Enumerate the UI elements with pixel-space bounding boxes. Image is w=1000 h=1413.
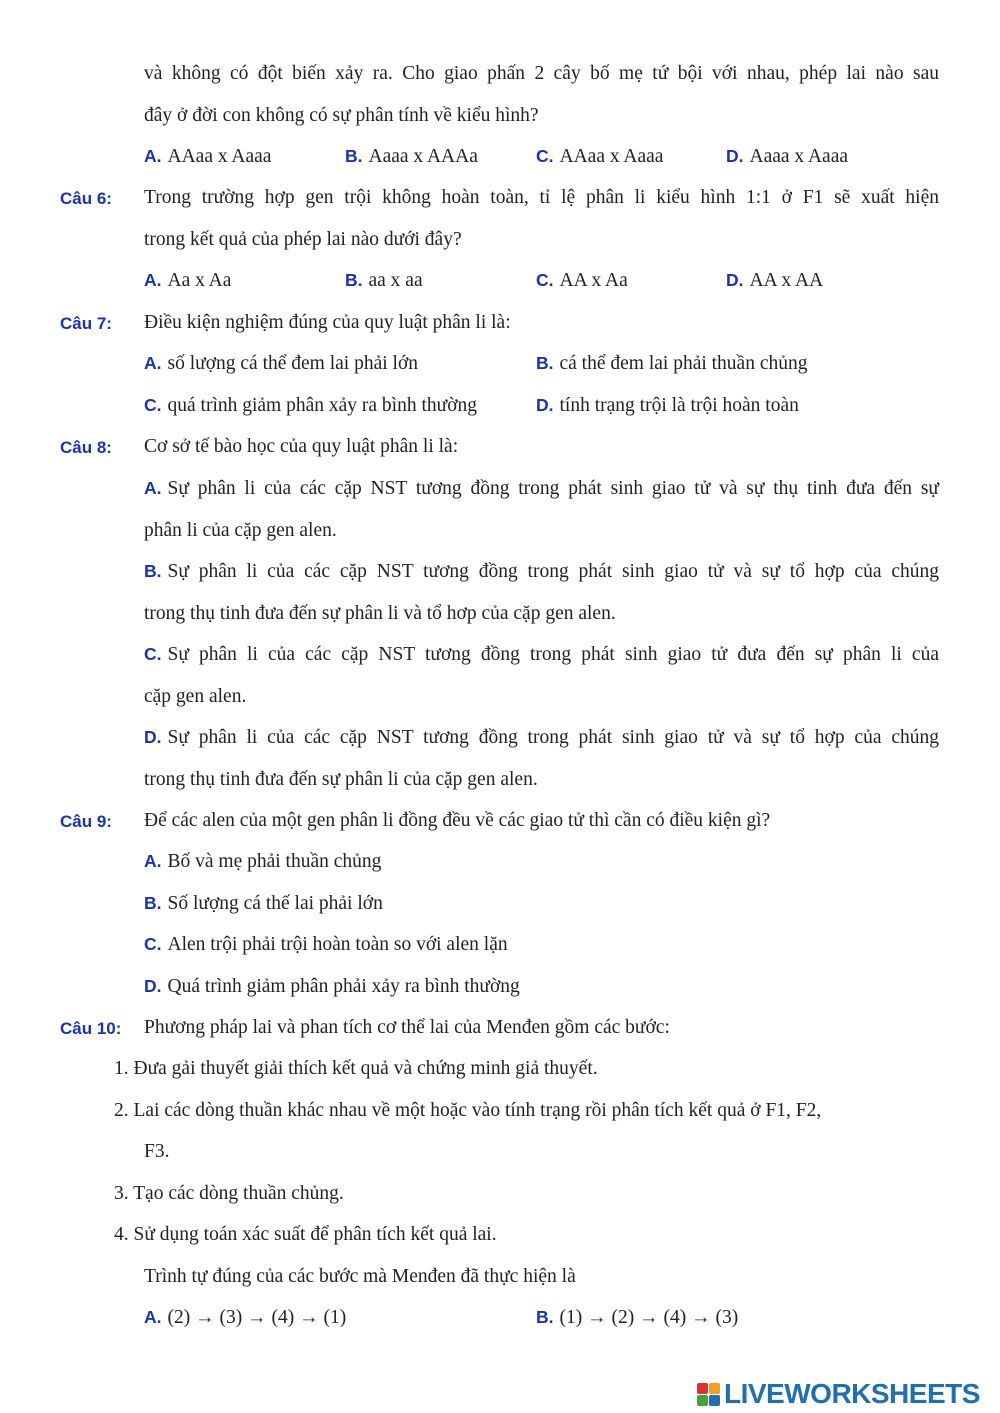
q6-option-c[interactable]: C. AA x Aa bbox=[536, 270, 628, 291]
q10-step-1: 1. Đưa gải thuyết giải thích kết quả và chứng minh giả thuyết. bbox=[114, 1058, 598, 1079]
intro-option-c[interactable]: C. AAaa x Aaaa bbox=[536, 146, 664, 167]
q8-option-c[interactable]: C. Sự phân li của các cặp NST tương đồng trong phát sinh giao tử đưa đến sự phân li của bbox=[144, 644, 939, 665]
intro-option-a[interactable]: A. AAaa x Aaaa bbox=[144, 146, 272, 167]
q7-option-c[interactable]: C. quá trình giảm phân xảy ra bình thường bbox=[144, 395, 478, 416]
q9-text: Để các alen của một gen phân li đồng đều về các giao tử thì cần có điều kiện gì? bbox=[144, 810, 771, 831]
q10-step-4: 4. Sử dụng toán xác suất để phân tích kết quả lai. bbox=[114, 1224, 497, 1245]
q7-text: Điều kiện nghiệm đúng của quy luật phân li là: bbox=[144, 312, 511, 333]
logo-square-red bbox=[697, 1383, 708, 1394]
intro-option-d[interactable]: D. Aaaa x Aaaa bbox=[726, 146, 849, 167]
liveworksheets-watermark bbox=[697, 1378, 980, 1410]
q6-option-d[interactable]: D. AA x AA bbox=[726, 270, 824, 291]
q7-label: Câu 7: bbox=[60, 314, 112, 333]
q9-option-a[interactable]: A. Bố và mẹ phải thuần chủng bbox=[144, 851, 382, 872]
q6-line-2: trong kết quả của phép lai nào dưới đây? bbox=[144, 229, 462, 250]
q10-prompt: Trình tự đúng của các bước mà Menđen đã thực hiện là bbox=[144, 1266, 576, 1287]
q8-option-b-line-2: trong thụ tinh đưa đến sự phân li và tổ hơp của cặp gen alen. bbox=[144, 603, 616, 624]
q8-option-d[interactable]: D. Sự phân li của các cặp NST tương đồng trong phát sinh giao tử và sự tổ hợp của chúng bbox=[144, 727, 939, 748]
q8-option-c-line-2: cặp gen alen. bbox=[144, 686, 247, 707]
q8-option-d-line-2: trong thụ tinh đưa đến sự phân li của cặp gen alen. bbox=[144, 769, 538, 790]
logo-square-orange bbox=[709, 1383, 720, 1394]
q10-step-3: 3. Tạo các dòng thuần chủng. bbox=[114, 1183, 344, 1204]
q6-option-b[interactable]: B. aa x aa bbox=[345, 270, 423, 291]
intro-line-1: và không có đột biến xảy ra. Cho giao phấn 2 cây bố mẹ tứ bội với nhau, phép lai nào sau bbox=[144, 63, 939, 84]
q9-label: Câu 9: bbox=[60, 812, 112, 831]
q7-option-a[interactable]: A. số lượng cá thể đem lai phải lớn bbox=[144, 353, 419, 374]
logo-square-green bbox=[697, 1395, 708, 1406]
q7-option-d[interactable]: D. tính trạng trội là trội hoàn toàn bbox=[536, 395, 799, 416]
q6-option-a[interactable]: A. Aa x Aa bbox=[144, 270, 232, 291]
q7-option-b[interactable]: B. cá thể đem lai phải thuần chủng bbox=[536, 353, 808, 374]
liveworksheets-logo-icon bbox=[697, 1383, 720, 1406]
q8-option-a-line-2: phân li của cặp gen alen. bbox=[144, 520, 337, 541]
watermark-text: LIVEWORKSHEETS bbox=[724, 1378, 980, 1409]
q6-label: Câu 6: bbox=[60, 189, 112, 208]
q10-option-b[interactable]: B. (1) → (2) → (4) → (3) bbox=[536, 1307, 739, 1328]
q9-option-d[interactable]: D. Quá trình giảm phân phải xảy ra bình thường bbox=[144, 976, 520, 997]
q10-option-a[interactable]: A. (2) → (3) → (4) → (1) bbox=[144, 1307, 347, 1328]
q10-label: Câu 10: bbox=[60, 1019, 122, 1038]
q10-step-2-cont: F3. bbox=[144, 1141, 170, 1162]
q10-step-2: 2. Lai các dòng thuần khác nhau về một hoặc vào tính trạng rồi phân tích kết quả ở F1, F2, bbox=[114, 1100, 822, 1121]
q9-option-b[interactable]: B. Số lượng cá thế lai phải lớn bbox=[144, 893, 383, 914]
q10-text: Phương pháp lai và phan tích cơ thể lai của Menđen gồm các bước: bbox=[144, 1017, 670, 1038]
q9-option-c[interactable]: C. Alen trội phải trội hoàn toàn so với alen lặn bbox=[144, 934, 508, 955]
intro-option-b[interactable]: B. Aaaa x AAAa bbox=[345, 146, 478, 167]
q8-option-b[interactable]: B. Sự phân li của các cặp NST tương đồng trong phát sinh giao tử và sự tổ hợp của chúng bbox=[144, 561, 939, 582]
q6-line-1: Trong trường hợp gen trội không hoàn toàn, tỉ lệ phân li kiểu hình 1:1 ở F1 sẽ xuất hiện bbox=[144, 187, 939, 208]
q8-option-a[interactable]: A. Sự phân li của các cặp NST tương đồng trong phát sinh giao tử và sự thụ tinh đưa đến sự bbox=[144, 478, 939, 499]
intro-line-2: đây ở đời con không có sự phân tính về kiểu hình? bbox=[144, 105, 539, 126]
q8-label: Câu 8: bbox=[60, 438, 112, 457]
logo-square-blue bbox=[709, 1395, 720, 1406]
q8-text: Cơ sở tế bào học của quy luật phân li là: bbox=[144, 436, 459, 457]
